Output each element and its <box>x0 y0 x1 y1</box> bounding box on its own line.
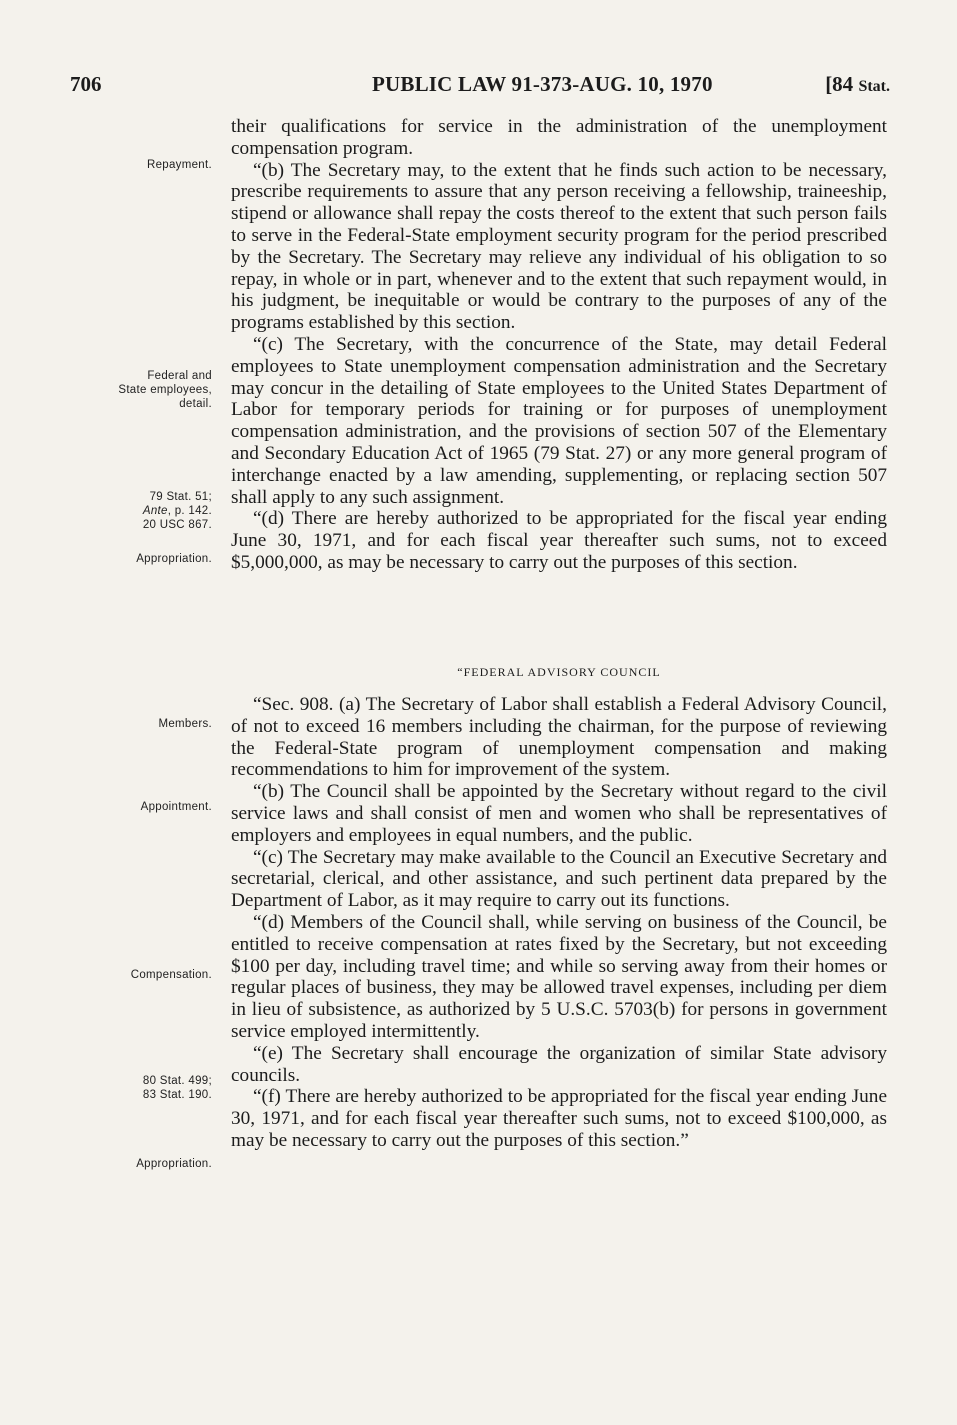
statute-reference <box>825 72 890 97</box>
section-908-f: “(f) There are hereby authorized to be appropriated for the fiscal year ending June 30, 1971, and for each fiscal year thereafter such sums, not to exceed $100,000, as may be necessary to carry out the purposes of this section.” <box>231 1086 887 1151</box>
paragraph-b: “(b) The Secretary may, to the extent that he finds such action to be necessary, prescribe requirements to assure that any person receiving a fellowship, traineeship, stipend or allowance shall repay the costs thereof to the extent that such person fails to serve in the Federal-State employment security program for the period prescribed by the Secretary. The Secretary may relieve any individual of his obligation to so repay, in whole or in part, whenever and to the extent that such repayment would, in his judgment, be inequitable or would be contrary to the purposes of any of the programs established by this section. <box>231 159 887 334</box>
margin-note-italic: Ante <box>142 505 168 517</box>
section-908-e: “(e) The Secretary shall encourage the organization of similar State advisory councils. <box>231 1042 887 1086</box>
margin-note-appropriation-1: Appropriation. <box>136 553 212 565</box>
section-908-a: “Sec. 908. (a) The Secretary of Labor shall establish a Federal Advisory Council, of not to exceed 16 members including the chairman, for the purpose of reviewing the Federal-State program of unemployment compensation and making recommendations to him for improvement of the system. <box>231 694 887 781</box>
margin-note-repayment: Repayment. <box>146 159 212 171</box>
paragraph-continuation: their qualifications for service in the administration of the unemployment compensation program. <box>231 116 887 159</box>
margin-note-line: Federal and <box>147 370 212 382</box>
statute-prefix: [84 <box>825 72 859 96</box>
body-text-upper <box>231 116 887 574</box>
body-text-lower <box>231 694 887 1152</box>
margin-note-citation-2 <box>66 1074 212 1102</box>
section-heading: “FEDERAL ADVISORY COUNCIL <box>457 665 661 679</box>
paragraph-c: “(c) The Secretary, with the concurrence of the State, may detail Federal employees to State unemployment compensation administration and the Secretary may concur in the detailing of State employees to the United States Department of Labor for temporary periods for training or for purposes of unemployment compensation administration, and the provisions of section 507 of the Elementary and Secondary Education Act of 1965 (79 Stat. 27) or any more general program of interchange enacted by a law amending, supplementing, or replacing section 507 shall apply to any such assignment. <box>231 333 887 508</box>
margin-note-line: detail. <box>179 398 212 410</box>
page-title: PUBLIC LAW 91-373-AUG. 10, 1970 <box>372 72 713 96</box>
margin-note-line: 20 USC 867. <box>142 519 212 531</box>
margin-note-line: 79 Stat. 51; <box>149 491 212 503</box>
section-908-b: “(b) The Council shall be appointed by the Secretary without regard to the civil service laws and shall consist of men and women who shall be representatives of employers and employees in equal numbers, and the public. <box>231 781 887 846</box>
margin-note-members: Members. <box>158 718 212 730</box>
page-header <box>70 72 890 102</box>
margin-note-citation-1 <box>66 490 212 532</box>
margin-note-compensation: Compensation. <box>130 969 212 981</box>
margin-note-text: , p. 142. <box>167 505 212 517</box>
margin-note-appointment: Appointment. <box>140 801 212 813</box>
section-908-d: “(d) Members of the Council shall, while serving on business of the Council, be entitled to receive compensation at rates fixed by the Secretary, but not exceeding $100 per day, including travel time; and while so serving away from their homes or regular places of business, they may be allowed travel expenses, including per diem in lieu of subsistence, as authorized by 5 U.S.C. 5703(b) for persons in government service employed intermittently. <box>231 911 887 1042</box>
margin-note-line: 83 Stat. 190. <box>142 1089 212 1101</box>
margin-note-federal-state <box>66 369 212 411</box>
margin-note-line: State employees, <box>118 384 212 396</box>
page-number: 706 <box>70 72 102 96</box>
margin-note-line <box>66 504 212 518</box>
section-908-c: “(c) The Secretary may make available to the Council an Executive Secretary and secretarial, clerical, and other assistance, and such pertinent data prepared by the Department of Labor, as it may require to carry out its functions. <box>231 846 887 912</box>
paragraph-d: “(d) There are hereby authorized to be appropriated for the fiscal year ending June 30, 1971, and for each fiscal year thereafter such sums, not to exceed $5,000,000, as may be necessary to carry out the purposes of this section. <box>231 508 887 573</box>
margin-note-line: 80 Stat. 499; <box>142 1075 212 1087</box>
margin-note-appropriation-2: Appropriation. <box>136 1158 212 1170</box>
statute-word: Stat. <box>858 78 890 95</box>
